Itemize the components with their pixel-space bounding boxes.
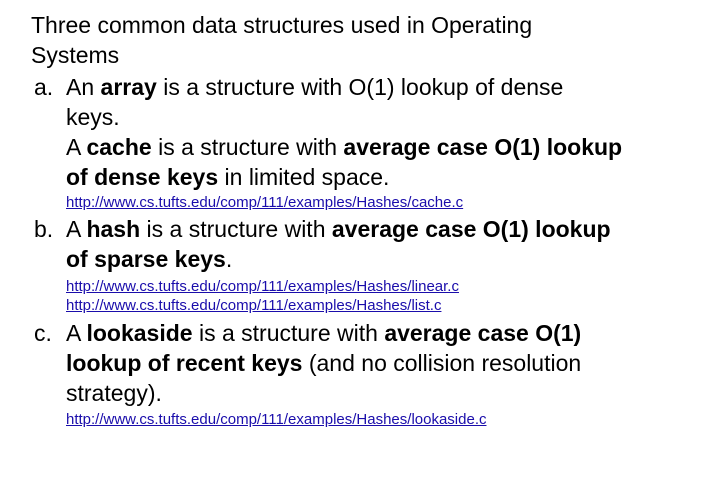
text-run: keys.: [66, 104, 120, 130]
text-line: [66, 102, 701, 132]
text-run: is a structure with: [151, 134, 344, 160]
term-hash: hash: [86, 216, 141, 242]
intro-text: [31, 10, 701, 70]
term-cache: cache: [86, 134, 152, 160]
text-line: [66, 214, 701, 244]
text-run: is a structure with: [192, 320, 385, 346]
link-list-c[interactable]: http://www.cs.tufts.edu/comp/111/examples/Hashes/list.c: [66, 297, 442, 314]
text-run: A: [66, 320, 87, 346]
text-run: A: [66, 216, 87, 242]
text-run: (and no collision resolution: [302, 350, 582, 376]
list-item-array-cache: [31, 72, 701, 212]
slide-content: [31, 10, 701, 429]
text-run: is a structure with: [140, 216, 332, 242]
text-line: [66, 244, 701, 274]
text-line: [66, 378, 701, 408]
intro-line-2: Systems: [31, 42, 120, 68]
text-line: [66, 162, 701, 192]
emphasis-text: average case O(1) lookup: [331, 216, 611, 242]
list-marker: c.: [34, 320, 52, 346]
emphasis-text: of dense keys: [66, 164, 219, 190]
text-run: .: [225, 246, 233, 272]
text-run: An: [66, 74, 101, 100]
intro-line-1: Three common data structures used in Operating: [31, 12, 533, 38]
text-line: [66, 132, 701, 162]
emphasis-text: lookup of recent keys: [66, 350, 303, 376]
list-marker: b.: [34, 216, 54, 242]
text-run: A: [66, 134, 87, 160]
emphasis-text: average case O(1): [384, 320, 582, 346]
emphasis-text: average case O(1) lookup: [343, 134, 623, 160]
text-run: in limited space.: [218, 164, 390, 190]
link-lookaside-c[interactable]: http://www.cs.tufts.edu/comp/111/examples/Hashes/lookaside.c: [66, 411, 487, 428]
text-run: strategy).: [66, 380, 162, 406]
link-cache-c[interactable]: http://www.cs.tufts.edu/comp/111/examples/Hashes/cache.c: [66, 194, 464, 211]
list-item-lookaside: [31, 318, 701, 429]
term-array: array: [100, 74, 157, 100]
text-line: [66, 318, 701, 348]
list-item-hash: [31, 214, 701, 315]
link-linear-c[interactable]: http://www.cs.tufts.edu/comp/111/examples/Hashes/linear.c: [66, 278, 459, 295]
emphasis-text: of sparse keys: [66, 246, 226, 272]
term-lookaside: lookaside: [86, 320, 193, 346]
text-line: [66, 348, 701, 378]
text-line: [66, 72, 701, 102]
list-marker: a.: [34, 74, 54, 100]
text-run: is a structure with O(1) lookup of dense: [156, 74, 564, 100]
